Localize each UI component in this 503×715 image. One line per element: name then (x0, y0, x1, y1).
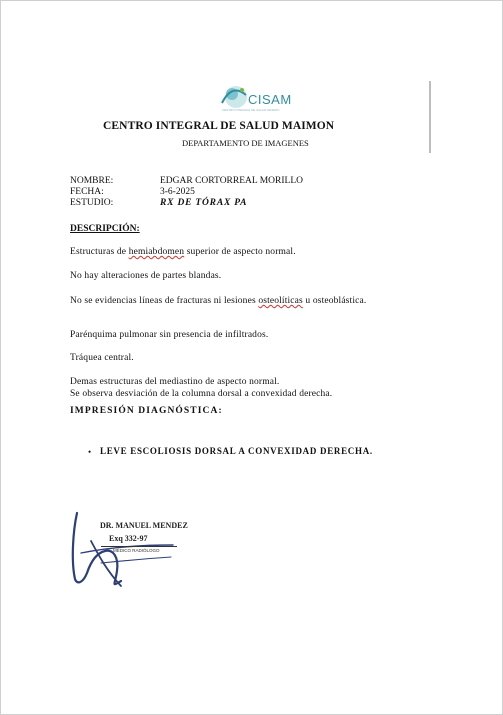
description-title: DESCRIPCIÓN: (70, 224, 140, 234)
description-paragraph-2: No hay alteraciones de partes blandas. (70, 271, 222, 281)
description-paragraph-4: Parénquima pulmonar sin presencia de infiltrados. (70, 330, 269, 340)
spellcheck-flag: hemiabdomen (128, 247, 185, 257)
logo-wordmark: CISAM (248, 92, 292, 107)
date-value: 3-6-2025 (160, 187, 195, 197)
description-paragraph-6 (70, 376, 430, 400)
p1-text-end: superior de aspecto normal. (184, 247, 296, 257)
p6-line-1: Demas estructuras del mediastino de aspecto normal. (70, 377, 280, 387)
description-paragraph-1 (70, 246, 390, 258)
p1-text: Estructuras de (70, 247, 129, 257)
p3-text-end: u osteoblástica. (302, 296, 367, 306)
description-paragraph-3 (70, 295, 390, 307)
name-value: EDGAR CORTORREAL MORILLO (160, 176, 303, 186)
impression-item: LEVE ESCOLIOSIS DORSAL A CONVEXIDAD DERECHA. (100, 446, 373, 456)
margin-indicator (429, 81, 431, 153)
description-paragraph-5: Tráquea central. (70, 353, 134, 363)
date-label: FECHA: (70, 187, 104, 197)
cisam-logo (204, 81, 324, 117)
spellcheck-flag: osteolíticas (258, 296, 303, 306)
p6-line-2: Se observa desviación de la columna dorsal a convexidad derecha. (70, 389, 333, 399)
signer-exequatur: Exq 332-97 (109, 534, 148, 543)
name-label: NOMBRE: (70, 176, 114, 186)
p3-text: No se evidencias líneas de fracturas ni lesiones (70, 296, 259, 306)
impression-title: IMPRESIÓN DIAGNÓSTICA: (70, 406, 223, 416)
signature-rule (101, 546, 177, 547)
org-title: CENTRO INTEGRAL DE SALUD MAIMON (103, 120, 335, 132)
signer-name: DR. MANUEL MENDEZ (100, 521, 188, 530)
bullet-icon: • (88, 447, 92, 457)
study-value: RX DE TÓRAX PA (160, 198, 248, 208)
signer-role: MÉDICO RADIÓLOGO (113, 548, 160, 553)
logo-tagline: CENTRO INTEGRAL DE SALUD MAIMON (222, 108, 280, 112)
study-label: ESTUDIO: (70, 198, 114, 208)
department-title: DEPARTAMENTO DE IMAGENES (182, 138, 309, 148)
